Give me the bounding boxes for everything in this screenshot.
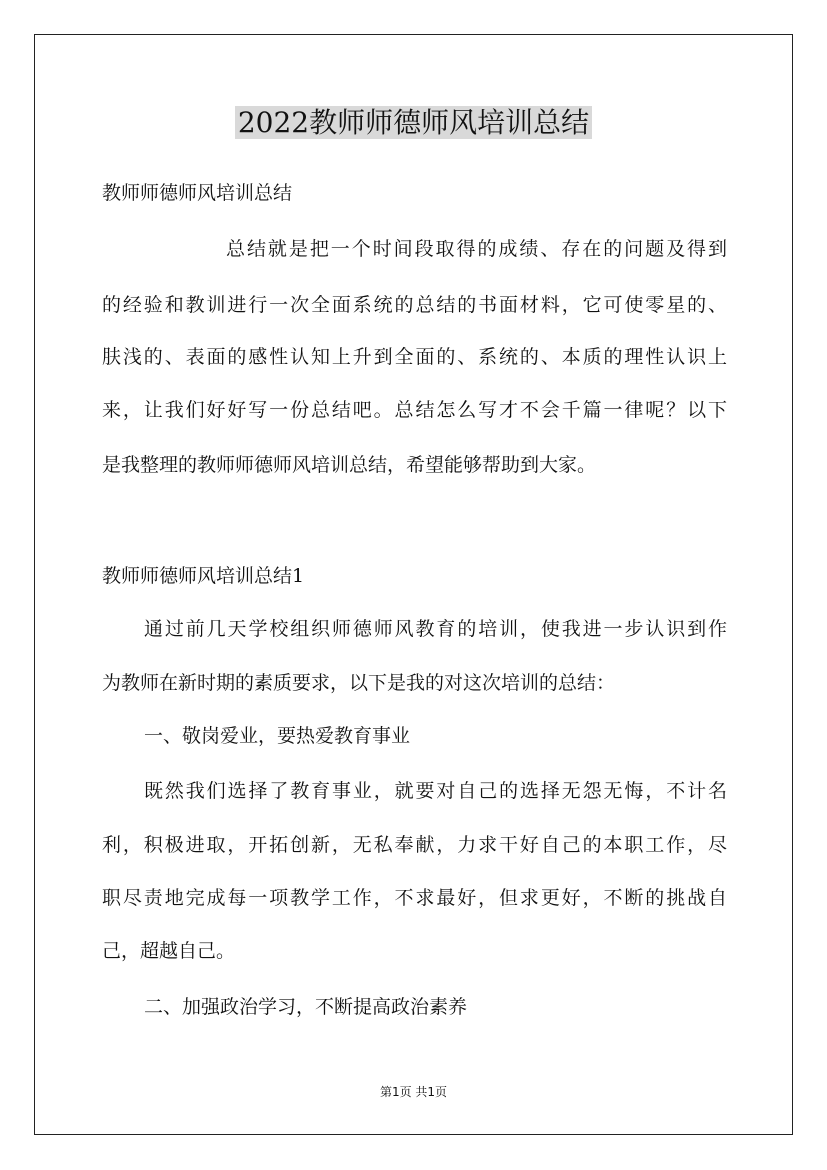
subsection-heading: 一、敬岗爱业，要热爱教育事业 [144,725,411,747]
paragraph-line: 为教师在新时期的素质要求，以下是我的对这次培训的总结： [102,672,616,694]
page-footer: 第1页 共1页 [379,1085,448,1099]
paragraph-line: 来，让我们好好写一份总结吧。总结怎么写才不会千篇一律呢？以下 [102,399,727,421]
paragraph-line: 职尽责地完成每一项教学工作，不求最好，但求更好，不断的挑战自 [102,887,727,909]
subsection-heading: 二、加强政治学习，不断提高政治素养 [144,996,468,1018]
paragraph-line: 既然我们选择了教育事业，就要对自己的选择无怨无悔，不计名 [144,780,727,802]
paragraph-line: 是我整理的教师师德师风培训总结，希望能够帮助到大家。 [102,454,597,476]
paragraph-line: 己，超越自己。 [102,940,236,962]
paragraph-line: 的经验和教训进行一次全面系统的总结的书面材料，它可使零星的、 [102,294,727,316]
subtitle-line: 教师师德师风培训总结 [102,182,293,204]
paragraph-line: 利，积极进取，开拓创新，无私奉献，力求干好自己的本职工作，尽 [102,834,727,856]
paragraph-line: 总结就是把一个时间段取得的成绩、存在的问题及得到 [226,238,727,260]
paragraph-line: 通过前几天学校组织师德师风教育的培训，使我进一步认识到作 [144,618,727,640]
section-heading: 教师师德师风培训总结1 [102,565,305,587]
paragraph-line: 肤浅的、表面的感性认知上升到全面的、系统的、本质的理性认识上 [102,346,727,368]
document-title [0,103,827,143]
title-text: 2022教师师德师风培训总结 [235,106,592,139]
